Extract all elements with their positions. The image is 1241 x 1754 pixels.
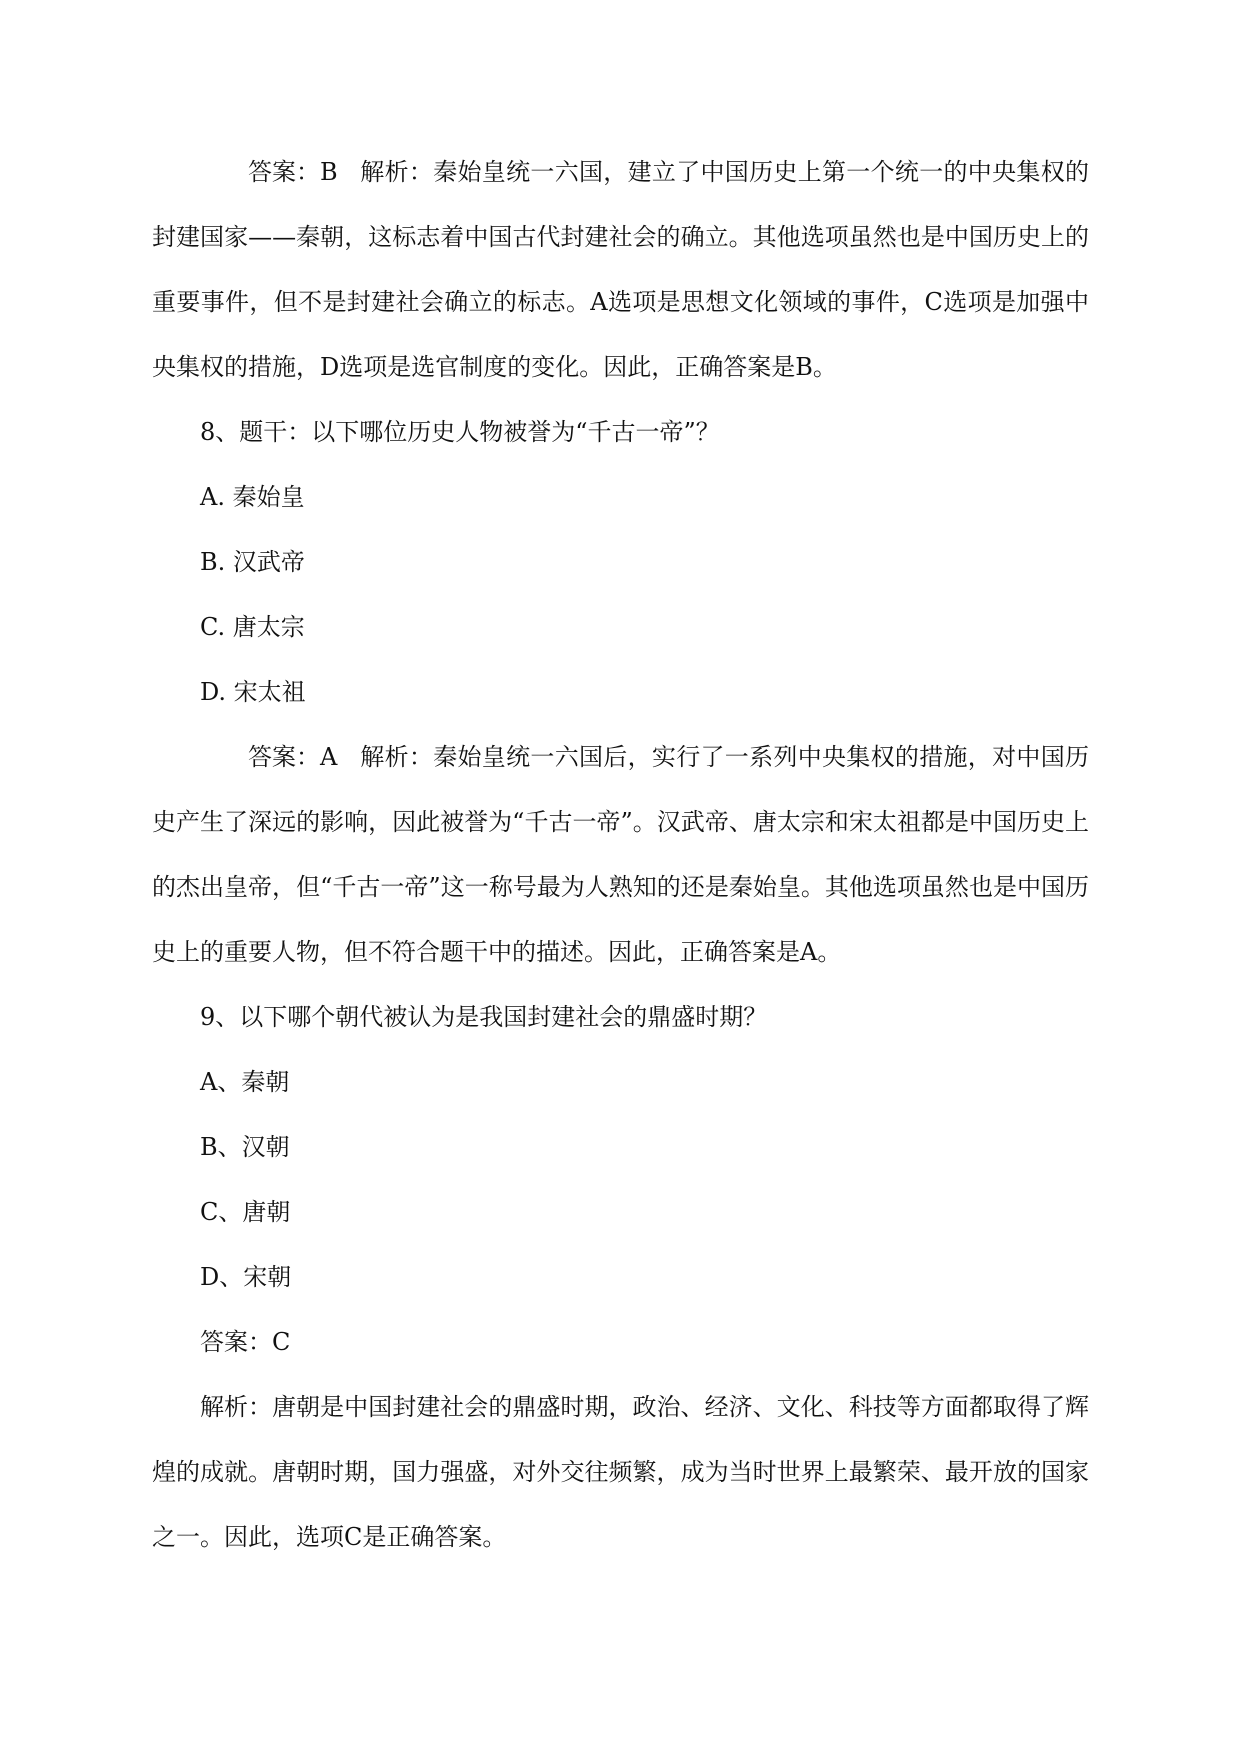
q9-stem: 9、以下哪个朝代被认为是我国封建社会的鼎盛时期？ bbox=[200, 1003, 768, 1031]
q9-analysis: 解析：唐朝是中国封建社会的鼎盛时期，政治、经济、文化、科技等方面都取得了辉煌的成就。唐朝时期，国力强盛，对外交往频繁，成为当时世界上最繁荣、最开放的国家之一。因此，选项C是正确答案。 bbox=[152, 1393, 1089, 1551]
document-content bbox=[152, 140, 1089, 1570]
q9-answer: 答案：C bbox=[200, 1328, 291, 1356]
block1-answer-analysis bbox=[152, 140, 1089, 400]
block1-analysis: 解析：秦始皇统一六国，建立了中国历史上第一个统一的中央集权的封建国家——秦朝，这标志着中国古代封建社会的确立。其他选项虽然也是中国历史上的重要事件，但不是封建社会确立的标志。A选项是思想文化领域的事件，C选项是加强中央集权的措施，D选项是选官制度的变化。因此，正确答案是B。 bbox=[152, 158, 1089, 381]
q8-option-b: B. 汉武帝 bbox=[200, 548, 305, 576]
q9-option-b: B、汉朝 bbox=[200, 1133, 290, 1161]
q8-stem: 8、题干：以下哪位历史人物被誉为“千古一帝”？ bbox=[200, 418, 720, 446]
q9-option-a: A、秦朝 bbox=[200, 1068, 290, 1096]
q8-answer: 答案：A bbox=[248, 743, 338, 771]
q8-option-a: A. 秦始皇 bbox=[200, 483, 305, 511]
q8-answer-analysis bbox=[152, 725, 1089, 985]
block1-answer: 答案：B bbox=[248, 158, 338, 186]
q8-option-d: D. 宋太祖 bbox=[200, 678, 306, 706]
q8-analysis: 解析：秦始皇统一六国后，实行了一系列中央集权的措施，对中国历史产生了深远的影响，因此被誉为“千古一帝”。汉武帝、唐太宗和宋太祖都是中国历史上的杰出皇帝，但“千古一帝”这一称号最为人熟知的还是秦始皇。其他选项虽然也是中国历史上的重要人物，但不符合题干中的描述。因此，正确答案是A。 bbox=[152, 743, 1089, 966]
q9-option-c: C、唐朝 bbox=[200, 1198, 291, 1226]
q8-option-c: C. 唐太宗 bbox=[200, 613, 305, 641]
q9-option-d: D、宋朝 bbox=[200, 1263, 292, 1291]
